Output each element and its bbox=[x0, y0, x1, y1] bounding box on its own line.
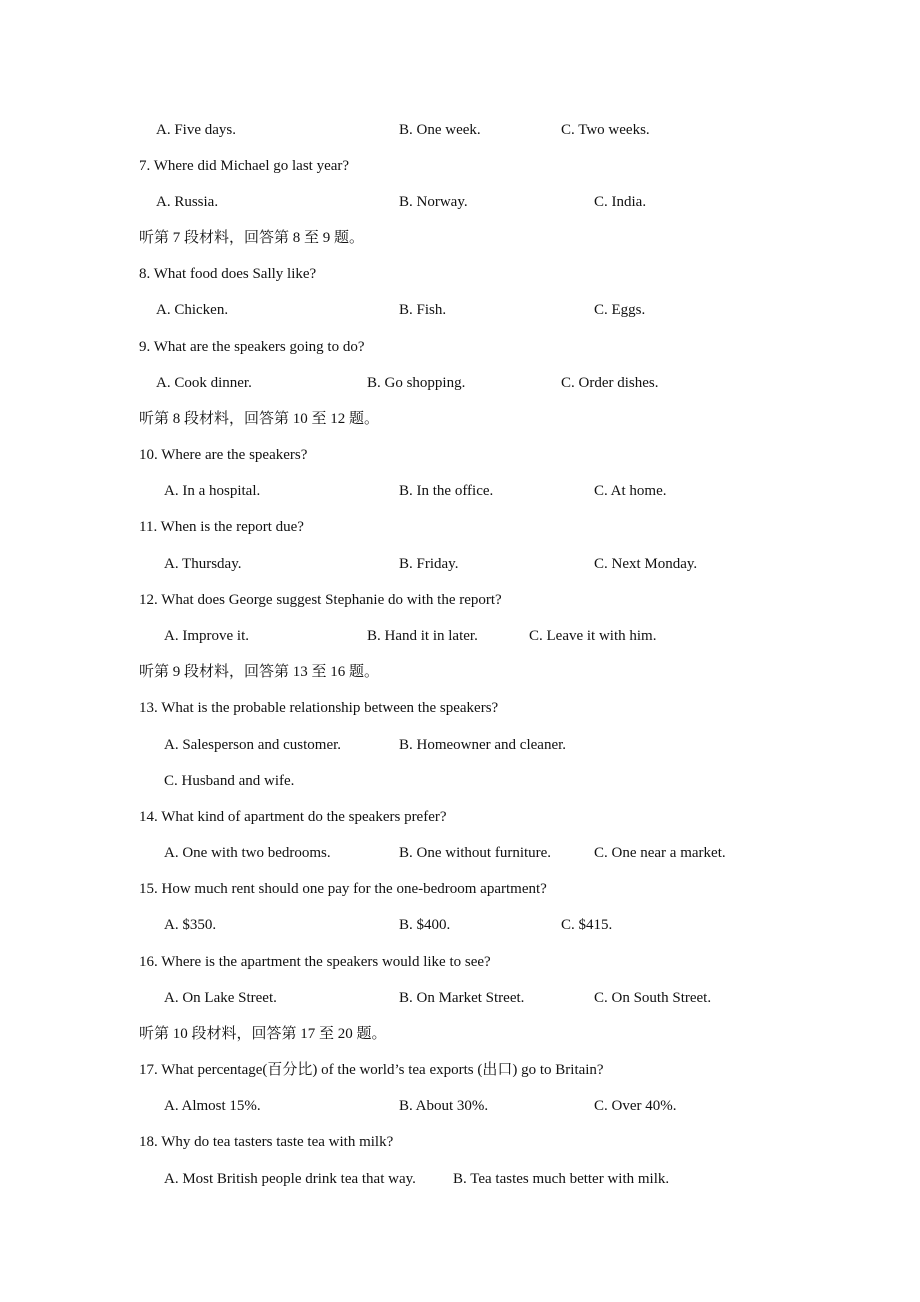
q18-question: 18. Why do tea tasters taste tea with milk? bbox=[139, 1134, 394, 1150]
q6-option-b: B. One week. bbox=[399, 122, 481, 138]
q11-option-b: B. Friday. bbox=[399, 556, 459, 572]
q17-option-b: B. About 30%. bbox=[399, 1098, 489, 1114]
q17-option-c: C. Over 40%. bbox=[594, 1098, 677, 1114]
q10-question: 10. Where are the speakers? bbox=[139, 447, 308, 463]
q14-option-b: B. One without furniture. bbox=[399, 845, 552, 861]
q15-option-a: A. $350. bbox=[164, 917, 217, 933]
q18-option-a: A. Most British people drink tea that way. bbox=[164, 1171, 416, 1187]
q12-option-a: A. Improve it. bbox=[164, 628, 249, 644]
q18-option-b: B. Tea tastes much better with milk. bbox=[453, 1171, 670, 1187]
q16-option-a: A. On Lake Street. bbox=[164, 990, 277, 1006]
q12-option-b: B. Hand it in later. bbox=[367, 628, 478, 644]
q10-option-a: A. In a hospital. bbox=[164, 483, 261, 499]
q8-option-b: B. Fish. bbox=[399, 302, 447, 318]
section-7-instruction: 听第 7 段材料，回答第 8 至 9 题。 bbox=[139, 230, 365, 246]
q13-option-c: C. Husband and wife. bbox=[164, 773, 295, 789]
q6-option-c: C. Two weeks. bbox=[561, 122, 650, 138]
q9-option-c: C. Order dishes. bbox=[561, 375, 659, 391]
q7-option-b: B. Norway. bbox=[399, 194, 468, 210]
q15-option-b: B. $400. bbox=[399, 917, 451, 933]
q9-option-a: A. Cook dinner. bbox=[156, 375, 252, 391]
q11-option-a: A. Thursday. bbox=[164, 556, 242, 572]
q12-question: 12. What does George suggest Stephanie do with the report? bbox=[139, 592, 502, 608]
q17-question: 17. What percentage(百分比) of the world’s tea exports (出口) go to Britain? bbox=[139, 1062, 604, 1078]
q14-option-c: C. One near a market. bbox=[594, 845, 726, 861]
q16-option-b: B. On Market Street. bbox=[399, 990, 525, 1006]
q13-option-b: B. Homeowner and cleaner. bbox=[399, 737, 567, 753]
q16-option-c: C. On South Street. bbox=[594, 990, 712, 1006]
q13-question: 13. What is the probable relationship between the speakers? bbox=[139, 700, 499, 716]
q9-question: 9. What are the speakers going to do? bbox=[139, 339, 365, 355]
q15-option-c: C. $415. bbox=[561, 917, 613, 933]
q17-option-a: A. Almost 15%. bbox=[164, 1098, 261, 1114]
section-8-instruction: 听第 8 段材料，回答第 10 至 12 题。 bbox=[139, 411, 380, 427]
q15-question: 15. How much rent should one pay for the one-bedroom apartment? bbox=[139, 881, 547, 897]
q16-question: 16. Where is the apartment the speakers would like to see? bbox=[139, 954, 491, 970]
section-10-instruction: 听第 10 段材料，回答第 17 至 20 题。 bbox=[139, 1026, 387, 1042]
q11-question: 11. When is the report due? bbox=[139, 519, 304, 535]
q13-option-a: A. Salesperson and customer. bbox=[164, 737, 342, 753]
q10-option-c: C. At home. bbox=[594, 483, 667, 499]
q7-question: 7. Where did Michael go last year? bbox=[139, 158, 350, 174]
q10-option-b: B. In the office. bbox=[399, 483, 494, 499]
q11-option-c: C. Next Monday. bbox=[594, 556, 698, 572]
q12-option-c: C. Leave it with him. bbox=[529, 628, 657, 644]
q8-option-c: C. Eggs. bbox=[594, 302, 646, 318]
q8-option-a: A. Chicken. bbox=[156, 302, 229, 318]
q8-question: 8. What food does Sally like? bbox=[139, 266, 317, 282]
q6-option-a: A. Five days. bbox=[156, 122, 236, 138]
q14-option-a: A. One with two bedrooms. bbox=[164, 845, 331, 861]
q9-option-b: B. Go shopping. bbox=[367, 375, 466, 391]
section-9-instruction: 听第 9 段材料，回答第 13 至 16 题。 bbox=[139, 664, 380, 680]
q14-question: 14. What kind of apartment do the speakers prefer? bbox=[139, 809, 447, 825]
q7-option-c: C. India. bbox=[594, 194, 647, 210]
q7-option-a: A. Russia. bbox=[156, 194, 219, 210]
